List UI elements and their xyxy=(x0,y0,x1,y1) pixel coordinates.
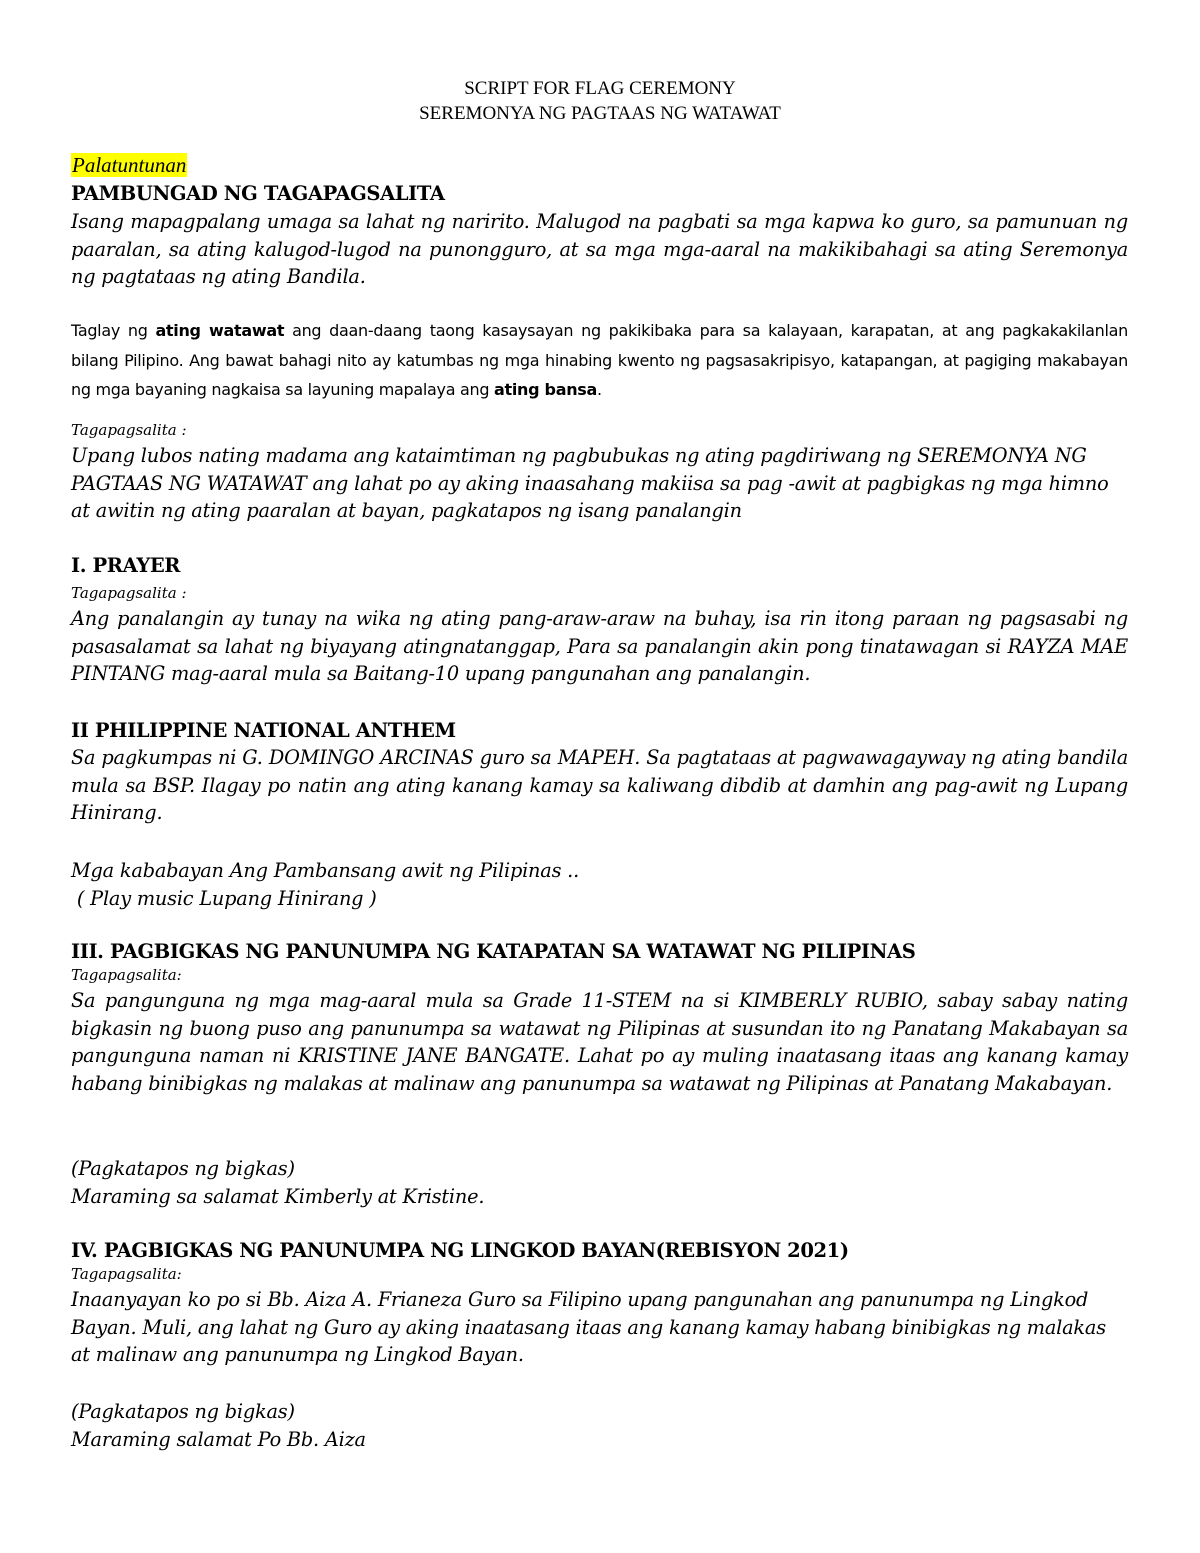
prayer-heading: I. PRAYER xyxy=(71,554,181,577)
document-subtitle: SEREMONYA NG PAGTAAS NG WATAWAT xyxy=(419,103,781,124)
pledge-closing-block xyxy=(71,1155,1128,1210)
program-label-block xyxy=(71,152,1128,178)
anthem-section xyxy=(71,718,1128,827)
pledge-speaker: Tagapagsalita: xyxy=(71,966,182,984)
oath-speaker: Tagapagsalita: xyxy=(71,1265,182,1283)
prayer-section xyxy=(71,553,1128,688)
pledge-heading: III. PAGBIGKAS NG PANUNUMPA NG KATAPATAN SA WATAWAT NG PILIPINAS xyxy=(71,940,916,963)
opening-heading: PAMBUNGAD NG TAGAPAGSALITA xyxy=(71,182,445,205)
pledge-thanks: Maraming sa salamat Kimberly at Kristine. xyxy=(71,1184,485,1208)
oath-text: Inaanyayan ko po si Bb. Aiza A. Frianeza Guro sa Filipino upang pangunahan ang panunumpa ng Lingkod Bayan. Muli, ang lahat ng Guro ay aking inaatasang itaas ang kanang kamay habang binibigkas ng malakas at malinaw ang panunumpa ng Lingkod Bayan. xyxy=(71,1288,1106,1366)
oath-heading: IV. PAGBIGKAS NG PANUNUMPA NG LINGKOD BAYAN(REBISYON 2021) xyxy=(71,1239,849,1262)
flag-paragraph xyxy=(71,316,1128,405)
prayer-speaker: Tagapagsalita : xyxy=(71,584,187,602)
program-label: Palatuntunan xyxy=(72,153,187,177)
anthem-heading: II PHILIPPINE NATIONAL ANTHEM xyxy=(71,719,456,742)
oath-after: (Pagkatapos ng bigkas) xyxy=(71,1400,295,1423)
anthem-intro: Mga kababayan Ang Pambansang awit ng Pilipinas .. xyxy=(71,859,580,882)
opening-speaker: Tagapagsalita : xyxy=(71,421,187,439)
anthem-intro-block xyxy=(71,857,1128,912)
opening-invitation: Upang lubos nating madama ang kataimtiman ng pagbubukas ng ating pagdiriwang ng SEREMONYA NG PAGTAAS NG WATAWAT ang lahat po ay aking inaasahang makiisa sa pag -awit at pagbigkas ng mga himno at awitin ng ating paaralan at bayan, pagkatapos ng isang panalangin xyxy=(71,444,1109,522)
pledge-section xyxy=(71,939,1128,1097)
flag-history-text: Taglay ng ating watawat ang daan-daang taong kasaysayan ng pakikibaka para sa kalayaan, karapatan, at ang pagkakakilanlan bilang Pilipino. Ang bawat bahagi nito ay katumbas ng mga hinabing kwento ng pagsasakripisyo, katapangan, at pagiging makabayan ng mga bayaning nagkaisa sa layuning mapalaya ang ating bansa. xyxy=(71,321,1128,399)
anthem-text: Sa pagkumpas ni G. DOMINGO ARCINAS guro sa MAPEH. Sa pagtataas at pagwawagayway ng ating bandila mula sa BSP. Ilagay po natin ang ating kanang kamay sa kaliwang dibdib at damhin ang pag-awit ng Lupang Hinirang. xyxy=(71,746,1128,824)
document-title: SCRIPT FOR FLAG CEREMONY xyxy=(464,78,736,99)
opening-section xyxy=(71,181,1128,291)
anthem-cue: ( Play music Lupang Hinirang ) xyxy=(71,886,377,910)
prayer-text: Ang panalangin ay tunay na wika ng ating pang-araw-araw na buhay, isa rin itong paraan ng pagsasabi ng pasasalamat sa lahat ng biyayang atingnatanggap, Para sa panalangin akin pong tinatawagan si RAYZA MAE PINTANG mag-aaral mula sa Baitang-10 upang pangunahan ang panalangin. xyxy=(71,607,1128,685)
pledge-text: Sa pangunguna ng mga mag-aaral mula sa Grade 11-STEM na si KIMBERLY RUBIO, sabay sabay nating bigkasin ng buong puso ang panunumpa sa watawat ng Pilipinas at susundan ito ng Panatang Makabayan sa pangunguna naman ni KRISTINE JANE BANGATE. Lahat po ay muling inaatasang itaas ang kanang kamay habang binibigkas ng malakas at malinaw ang panunumpa sa watawat ng Pilipinas at Panatang Makabayan. xyxy=(71,989,1128,1095)
oath-thanks: Maraming salamat Po Bb. Aiza xyxy=(71,1427,366,1451)
pledge-after: (Pagkatapos ng bigkas) xyxy=(71,1157,295,1180)
oath-closing-block xyxy=(71,1398,1128,1453)
opening-invitation-block xyxy=(71,420,1128,525)
oath-section xyxy=(71,1238,1128,1369)
opening-greeting: Isang mapagpalang umaga sa lahat ng naririto. Malugod na pagbati sa mga kapwa ko guro, sa pamunuan ng paaralan, sa ating kalugod-lugod na punongguro, at sa mga mga-aaral na makikibahagi sa ating Seremonya ng pagtataas ng ating Bandila. xyxy=(71,210,1128,288)
